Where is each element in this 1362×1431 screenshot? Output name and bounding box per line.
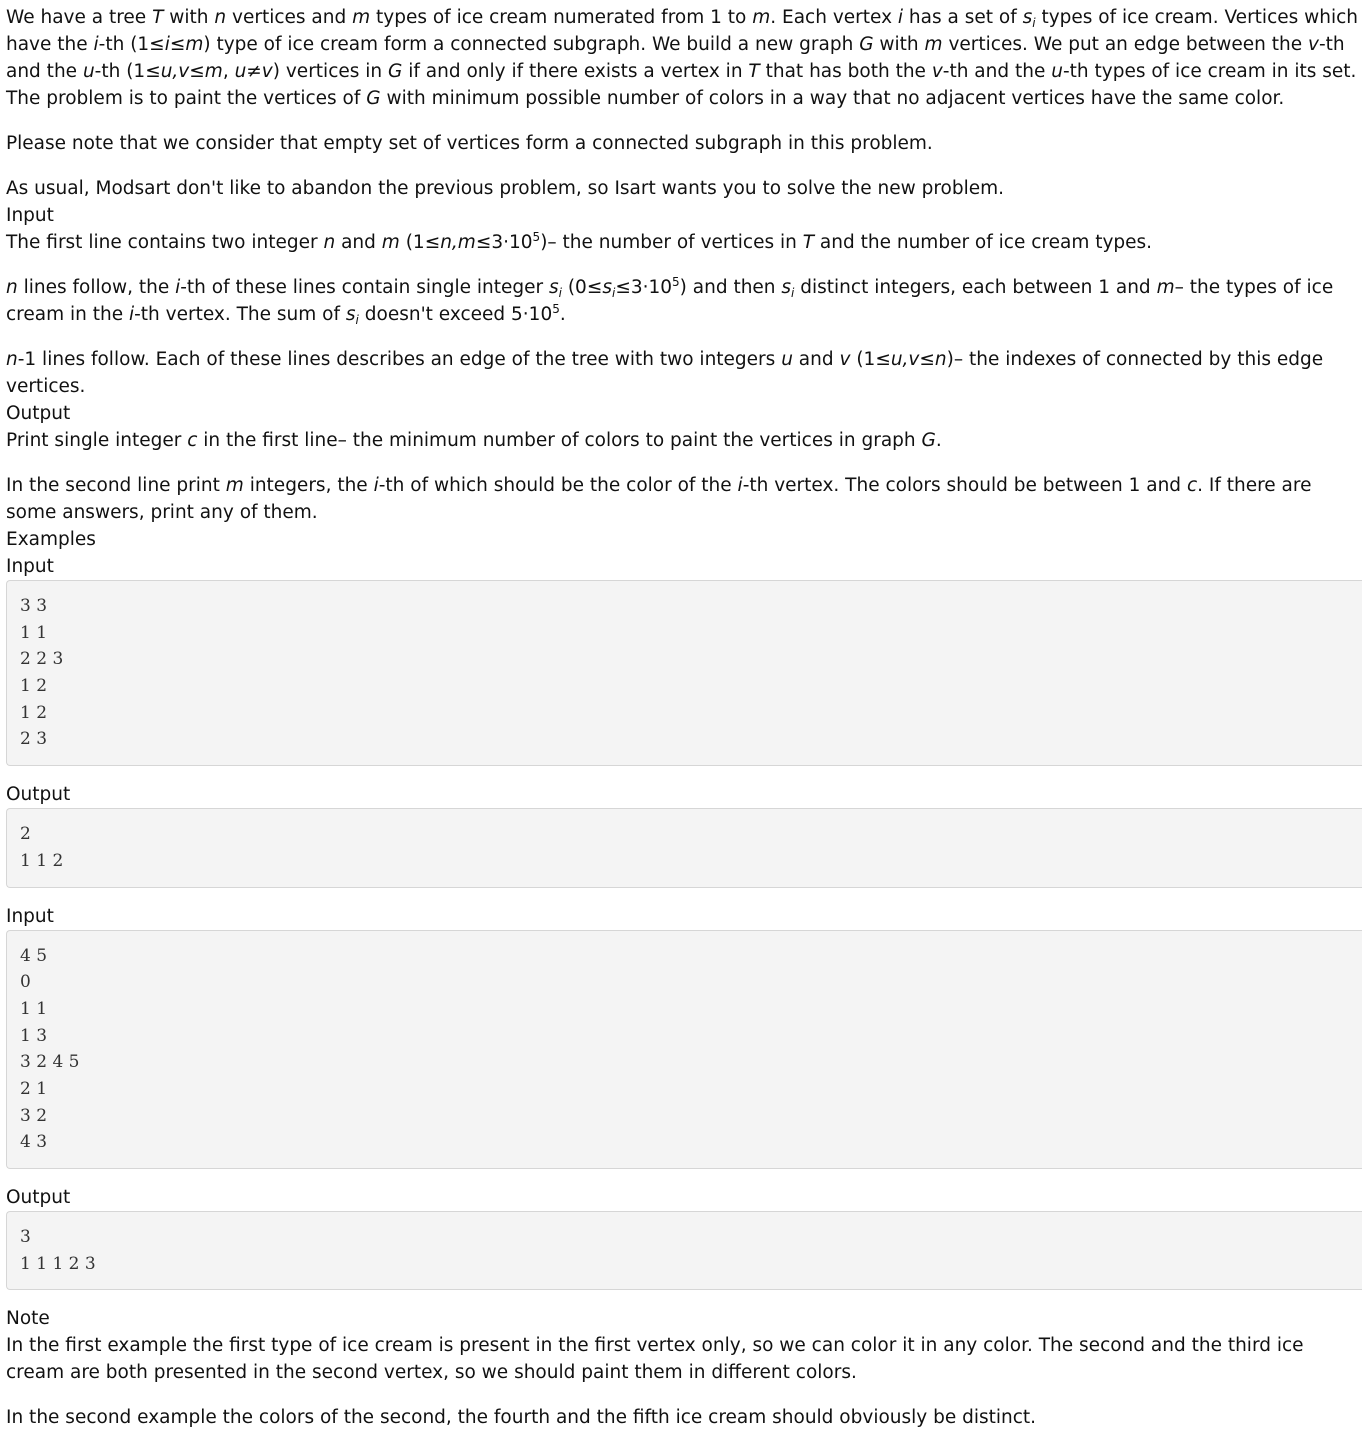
input-paragraph-3: n-1 lines follow. Each of these lines describes an edge of the tree with two integers u and v (1≤u,v≤n)– the indexes of connected by this edge vertices. (6, 349, 1324, 397)
statement-paragraph-2: Please note that we consider that empty set of vertices form a connected subgraph in this problem. (6, 133, 933, 154)
code-line: 1 2 (20, 676, 48, 697)
input-paragraph-1: The first line contains two integer n and m $(1\le n,m\le 3\cdot 10^5)-$ the number of vertices in T and the number of ice cream types. (6, 230, 1153, 253)
input-paragraph-2: n lines follow, the i-th of these lines contain single integer $s_i$ $(0\le s_i\le 3\cdot 10^5)$ and then $s_i$ distinct integers, each between 1 and m– the types of ice cream in the i-th vertex. The sum of $s_i$ doesn't exceed $5\cdot 10^5$. (6, 275, 1334, 327)
code-line: 1 1 2 (20, 850, 64, 871)
note-title: Note (6, 1308, 50, 1330)
example-2-output-block (6, 1211, 1362, 1290)
code-line: 2 (20, 824, 31, 845)
note-paragraph-2: In the second example the colors of the second, the fourth and the fifth ice cream should obviously be distinct. (6, 1407, 1037, 1429)
code-line: 2 1 (20, 1078, 48, 1099)
example-1-input-label: Input (6, 556, 54, 577)
examples-title: Examples (6, 529, 96, 550)
code-line: 3 2 4 5 (20, 1052, 80, 1073)
code-line: 3 (20, 1227, 31, 1247)
code-line: 2 2 3 (20, 649, 64, 670)
note-paragraph-1: In the first example the first type of ice cream is present in the first vertex only, so we can color it in any color. The second and the third ice cream are both presented in the second vertex, so we should paint them in different colors. (6, 1335, 1304, 1384)
code-line: 3 2 (20, 1105, 48, 1126)
example-1-output-label: Output (6, 784, 71, 806)
example-1-input-block (6, 580, 1362, 766)
example-1-output-block (6, 808, 1362, 887)
output-section-title: Output (6, 403, 71, 424)
code-line: 0 (20, 972, 31, 993)
output-paragraph-2: In the second line print m integers, the i-th of which should be the color of the i-th vertex. The colors should be between 1 and c. If there are some answers, print any of them. (6, 475, 1312, 523)
example-2-input-block (6, 930, 1362, 1170)
code-line: 1 2 (20, 702, 48, 723)
code-line: 4 3 (20, 1132, 48, 1153)
example-2-output-label: Output (6, 1187, 71, 1208)
statement-paragraph-3: As usual, Modsart don't like to abandon the previous problem, so Isart wants you to solve the new problem. (6, 178, 1005, 199)
code-line: 4 5 (20, 945, 48, 966)
statement-paragraph-1: We have a tree T with n vertices and m types of ice cream numerated from 1 to m. Each vertex i has a set of $s_i$ types of ice cream. Vertices which have the i-th (1≤i≤m) type of ice cream form a connected subgraph. We build a new graph G with m vertices. We put an edge between the v-th and the u-th (1≤u,v≤m, u≠v) vertices in G if and only if there exists a vertex in T that has both the v-th and the u-th types of ice cream in its set. The problem is to paint the vertices of G with minimum possible number of colors in a way that no adjacent vertices have the same color. (6, 7, 1359, 109)
input-section-title: Input (6, 205, 54, 226)
code-line: 2 3 (20, 729, 48, 750)
code-line: 3 3 (20, 596, 48, 616)
code-line: 1 3 (20, 1025, 48, 1046)
example-2-input-label: Input (6, 905, 54, 927)
code-line: 1 1 (20, 998, 48, 1019)
code-line: 1 1 (20, 622, 48, 643)
code-line: 1 1 1 2 3 (20, 1253, 96, 1274)
output-paragraph-1: Print single integer c in the first line– the minimum number of colors to paint the vertices in graph G. (6, 430, 942, 451)
